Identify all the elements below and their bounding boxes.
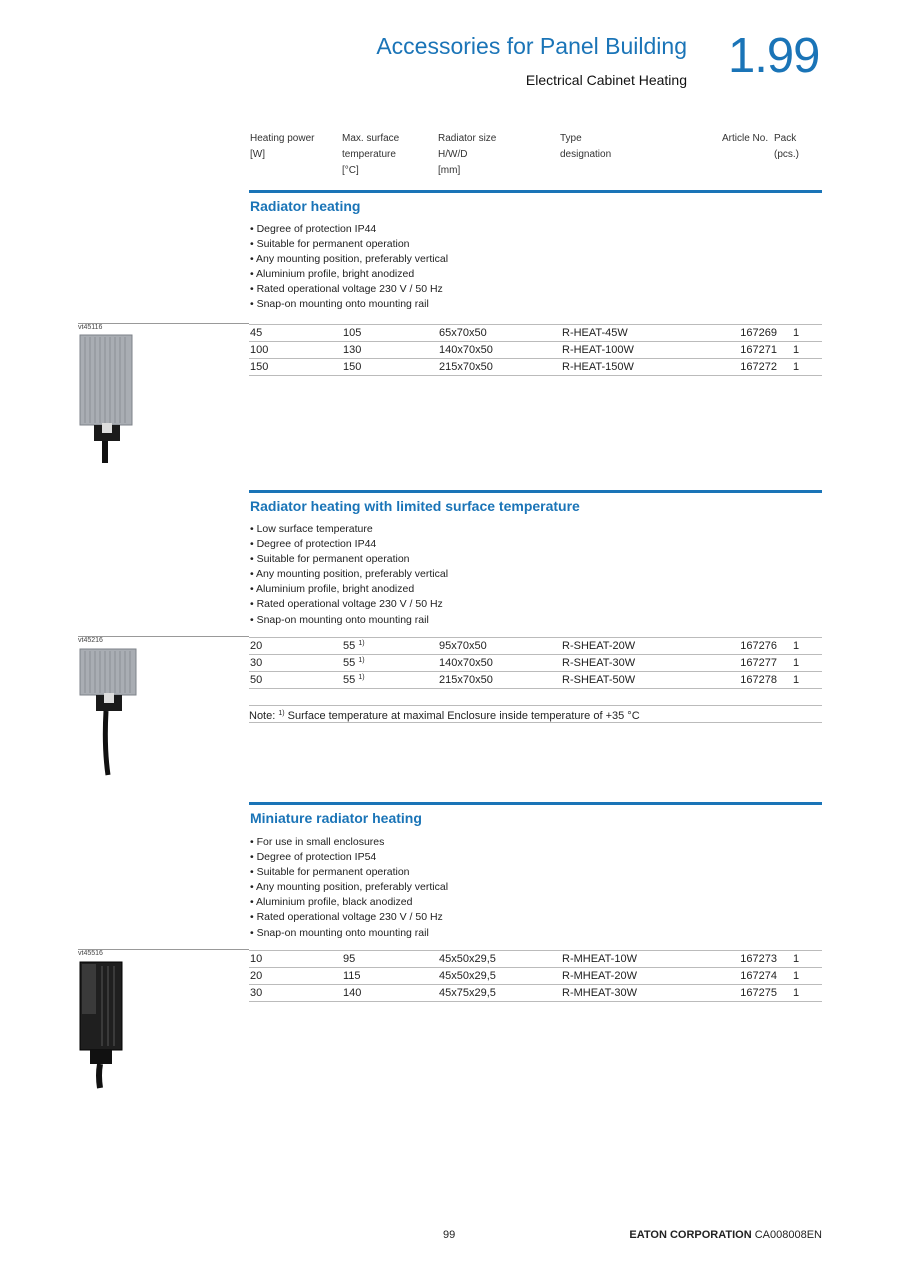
radiator-size-cell: 45x75x29,5 bbox=[438, 985, 561, 1002]
footer-company bbox=[560, 1229, 822, 1241]
heating-power-cell: 20 bbox=[249, 638, 342, 655]
section-divider bbox=[249, 802, 822, 805]
feature-item: • Degree of protection IP44 bbox=[250, 223, 377, 235]
table-row bbox=[249, 968, 822, 985]
pack-cell: 1 bbox=[783, 968, 822, 985]
feature-list bbox=[250, 522, 448, 628]
product-table-radiator-heating bbox=[249, 324, 822, 376]
table-row bbox=[249, 359, 822, 376]
article-no-cell: 167274 bbox=[728, 968, 783, 985]
photo-divider bbox=[78, 323, 249, 324]
type-designation-cell: R-MHEAT-30W bbox=[561, 985, 728, 1002]
article-no-cell: 167273 bbox=[728, 951, 783, 968]
type-designation-cell: R-SHEAT-30W bbox=[561, 655, 728, 672]
feature-item: • Low surface temperature bbox=[250, 523, 373, 535]
photo-code: vt45216 bbox=[78, 637, 103, 644]
table-row bbox=[249, 985, 822, 1002]
photo-divider bbox=[78, 636, 249, 637]
type-designation-cell: R-MHEAT-10W bbox=[561, 951, 728, 968]
pack-cell: 1 bbox=[783, 325, 822, 342]
col-radiator-size: Radiator size H/W/D [mm] bbox=[438, 133, 497, 176]
feature-item: • Snap-on mounting onto mounting rail bbox=[250, 298, 429, 311]
table-row bbox=[249, 655, 822, 672]
article-no-cell: 167272 bbox=[728, 359, 783, 376]
radiator-size-cell: 215x70x50 bbox=[438, 359, 561, 376]
pack-cell: 1 bbox=[783, 359, 822, 376]
feature-item: • Aluminium profile, bright anodized bbox=[250, 583, 415, 596]
radiator-size-cell: 140x70x50 bbox=[438, 342, 561, 359]
max-temp-cell bbox=[342, 672, 438, 689]
radiator-heater-image bbox=[78, 333, 138, 463]
max-temp-cell: 115 bbox=[342, 968, 438, 985]
section-title-miniature: Miniature radiator heating bbox=[250, 810, 422, 826]
feature-item: • Degree of protection IP54 bbox=[250, 851, 377, 864]
type-designation-cell: R-HEAT-100W bbox=[561, 342, 728, 359]
max-temp-cell bbox=[342, 655, 438, 672]
max-temp-value: 55 bbox=[343, 674, 356, 686]
photo-code: vt45116 bbox=[78, 324, 103, 331]
table-row bbox=[249, 342, 822, 359]
note-text: Surface temperature at maximal Enclosure inside temperature of +35 °C bbox=[287, 710, 640, 722]
section-divider bbox=[249, 190, 822, 193]
type-designation-cell: R-SHEAT-20W bbox=[561, 638, 728, 655]
page-title: Accessories for Panel Building bbox=[376, 33, 687, 59]
footnote bbox=[249, 705, 822, 723]
section-number: 1.99 bbox=[728, 29, 820, 83]
feature-item: • Rated operational voltage 230 V / 50 Hz bbox=[250, 283, 443, 296]
footnote-ref: 1) bbox=[358, 640, 365, 647]
feature-item: • For use in small enclosures bbox=[250, 836, 385, 848]
feature-item: • Suitable for permanent operation bbox=[250, 238, 410, 251]
section-title-limited-surface: Radiator heating with limited surface temperature bbox=[250, 498, 580, 514]
type-designation-cell: R-SHEAT-50W bbox=[561, 672, 728, 689]
type-designation-cell: R-HEAT-150W bbox=[561, 359, 728, 376]
doc-code: CA008008EN bbox=[754, 1229, 822, 1241]
article-no-cell: 167276 bbox=[728, 638, 783, 655]
footer-page-number: 99 bbox=[443, 1229, 456, 1241]
feature-item: • Any mounting position, preferably vertical bbox=[250, 568, 449, 581]
feature-item: • Degree of protection IP44 bbox=[250, 538, 377, 551]
feature-item: • Any mounting position, preferably vertical bbox=[250, 253, 449, 266]
note-prefix: Note: bbox=[249, 710, 276, 722]
heating-power-cell: 150 bbox=[249, 359, 342, 376]
feature-item: • Aluminium profile, black anodized bbox=[250, 896, 413, 909]
radiator-size-cell: 45x50x29,5 bbox=[438, 951, 561, 968]
type-designation-cell: R-MHEAT-20W bbox=[561, 968, 728, 985]
feature-list bbox=[250, 222, 448, 313]
page-subtitle: Electrical Cabinet Heating bbox=[525, 72, 687, 88]
section-title-radiator-heating: Radiator heating bbox=[250, 198, 361, 214]
max-temp-cell: 150 bbox=[342, 359, 438, 376]
table-row bbox=[249, 638, 822, 655]
max-temp-value: 55 bbox=[343, 657, 356, 669]
photo-code: vt45516 bbox=[78, 950, 103, 957]
limited-radiator-heater-image bbox=[78, 647, 140, 777]
col-pack: Pack (pcs.) bbox=[774, 133, 799, 160]
photo-divider bbox=[78, 949, 249, 950]
table-row bbox=[249, 325, 822, 342]
section-divider bbox=[249, 490, 822, 493]
pack-cell: 1 bbox=[783, 655, 822, 672]
max-temp-cell: 130 bbox=[342, 342, 438, 359]
footnote-ref: 1) bbox=[358, 657, 365, 664]
max-temp-cell: 140 bbox=[342, 985, 438, 1002]
radiator-size-cell: 95x70x50 bbox=[438, 638, 561, 655]
feature-item: • Suitable for permanent operation bbox=[250, 553, 410, 566]
feature-item: • Rated operational voltage 230 V / 50 Hz bbox=[250, 911, 443, 924]
pack-cell: 1 bbox=[783, 342, 822, 359]
type-designation-cell: R-HEAT-45W bbox=[561, 325, 728, 342]
col-heating-power: Heating power [W] bbox=[250, 133, 315, 160]
product-table-limited-surface bbox=[249, 637, 822, 689]
article-no-cell: 167278 bbox=[728, 672, 783, 689]
table-row bbox=[249, 672, 822, 689]
max-temp-cell: 105 bbox=[342, 325, 438, 342]
max-temp-cell bbox=[342, 638, 438, 655]
heating-power-cell: 20 bbox=[249, 968, 342, 985]
feature-item: • Suitable for permanent operation bbox=[250, 866, 410, 879]
heating-power-cell: 45 bbox=[249, 325, 342, 342]
pack-cell: 1 bbox=[783, 951, 822, 968]
pack-cell: 1 bbox=[783, 638, 822, 655]
article-no-cell: 167275 bbox=[728, 985, 783, 1002]
radiator-size-cell: 45x50x29,5 bbox=[438, 968, 561, 985]
feature-item: • Any mounting position, preferably vertical bbox=[250, 881, 449, 894]
table-row bbox=[249, 951, 822, 968]
heating-power-cell: 10 bbox=[249, 951, 342, 968]
col-type-designation: Type designation bbox=[560, 133, 612, 160]
product-table-miniature bbox=[249, 950, 822, 1002]
radiator-size-cell: 215x70x50 bbox=[438, 672, 561, 689]
feature-item: • Aluminium profile, bright anodized bbox=[250, 268, 415, 281]
article-no-cell: 167271 bbox=[728, 342, 783, 359]
footnote-ref: 1) bbox=[358, 674, 365, 681]
radiator-size-cell: 65x70x50 bbox=[438, 325, 561, 342]
heating-power-cell: 30 bbox=[249, 655, 342, 672]
note-footnote-ref: 1) bbox=[278, 710, 285, 717]
feature-item: • Snap-on mounting onto mounting rail bbox=[250, 926, 429, 939]
col-article-no: Article No. bbox=[722, 133, 769, 144]
pack-cell: 1 bbox=[783, 672, 822, 689]
feature-list bbox=[250, 835, 448, 941]
heating-power-cell: 30 bbox=[249, 985, 342, 1002]
article-no-cell: 167269 bbox=[728, 325, 783, 342]
miniature-heater-image bbox=[78, 960, 128, 1090]
feature-item: • Rated operational voltage 230 V / 50 Hz bbox=[250, 598, 443, 611]
company-name: EATON CORPORATION bbox=[629, 1229, 752, 1241]
max-temp-cell: 95 bbox=[342, 951, 438, 968]
radiator-size-cell: 140x70x50 bbox=[438, 655, 561, 672]
max-temp-value: 55 bbox=[343, 640, 356, 652]
col-max-surface-temp: Max. surface temperature [°C] bbox=[342, 133, 400, 176]
pack-cell: 1 bbox=[783, 985, 822, 1002]
article-no-cell: 167277 bbox=[728, 655, 783, 672]
feature-item: • Snap-on mounting onto mounting rail bbox=[250, 613, 429, 626]
heating-power-cell: 50 bbox=[249, 672, 342, 689]
heating-power-cell: 100 bbox=[249, 342, 342, 359]
